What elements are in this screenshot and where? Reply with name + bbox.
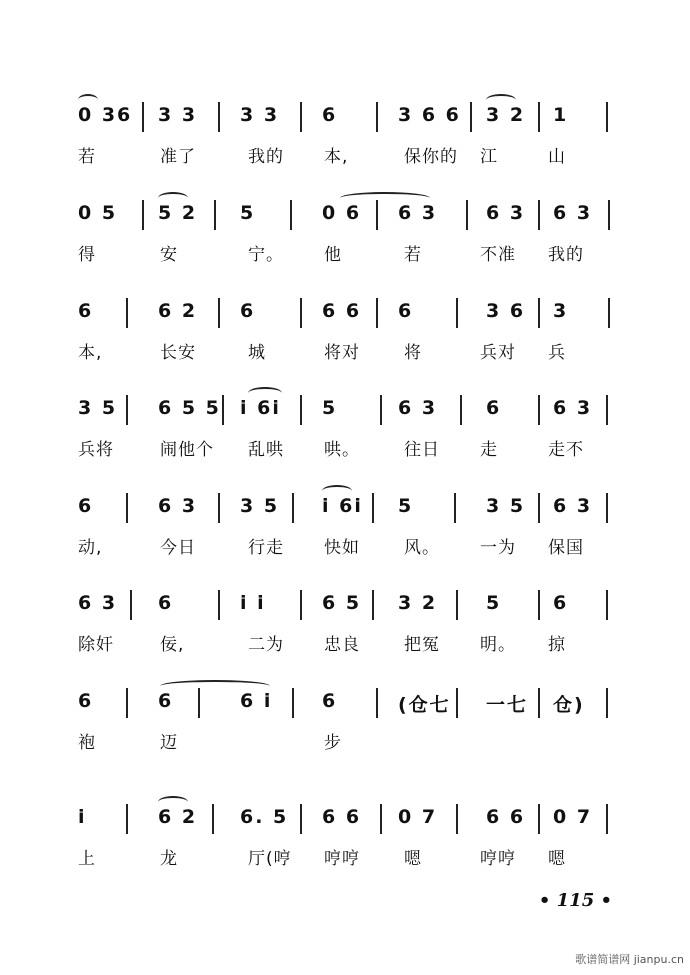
note-group: 6 xyxy=(240,300,256,322)
note-group: 0 5 xyxy=(78,202,118,224)
note-group: 6 2 xyxy=(158,300,198,322)
lyric-syllable: 闹他个 xyxy=(160,440,214,460)
tie-arc xyxy=(158,796,188,808)
barline xyxy=(606,688,608,718)
barline xyxy=(606,395,608,425)
lyric-syllable: 将对 xyxy=(324,343,360,363)
lyric-line xyxy=(0,338,690,378)
lyric-syllable: 快如 xyxy=(324,538,360,558)
barline xyxy=(218,493,220,523)
lyric-syllable: 乱哄 xyxy=(248,440,284,460)
barline xyxy=(608,200,610,230)
note-group: 5 xyxy=(322,397,338,419)
lyric-line xyxy=(0,844,690,884)
note-group: 5 xyxy=(398,495,414,517)
music-system xyxy=(0,491,690,591)
note-group: 3 5 xyxy=(78,397,118,419)
barline xyxy=(130,590,132,620)
note-group: 6 xyxy=(553,592,569,614)
lyric-syllable: 城 xyxy=(248,343,266,363)
notation-line xyxy=(0,100,690,140)
barline xyxy=(126,493,128,523)
lyric-syllable: 我的 xyxy=(248,147,284,167)
lyric-syllable: 风。 xyxy=(404,538,440,558)
tie-arc xyxy=(78,94,98,106)
barline xyxy=(376,102,378,132)
lyric-syllable: 今日 xyxy=(160,538,196,558)
note-group: 3 xyxy=(553,300,569,322)
lyric-syllable: 山 xyxy=(548,147,566,167)
note-group: i 6i xyxy=(240,397,281,419)
note-group: 0 6 xyxy=(322,202,362,224)
note-group: 6 xyxy=(158,592,174,614)
barline xyxy=(380,804,382,834)
barline xyxy=(198,688,200,718)
lyric-syllable: 本, xyxy=(324,147,349,167)
note-group: 1 xyxy=(553,104,569,126)
lyric-syllable: 明。 xyxy=(480,635,516,655)
note-group: 3 5 xyxy=(240,495,280,517)
note-group: 3 6 xyxy=(486,300,526,322)
note-group: 6 xyxy=(158,690,174,712)
lyric-syllable: 迈 xyxy=(160,733,178,753)
note-group: 6 3 xyxy=(398,397,438,419)
barline xyxy=(538,804,540,834)
note-group: 3 5 xyxy=(486,495,526,517)
barline xyxy=(606,804,608,834)
music-system xyxy=(0,588,690,688)
barline xyxy=(380,395,382,425)
note-group: 6 xyxy=(78,300,94,322)
lyric-syllable: 步 xyxy=(324,733,342,753)
barline xyxy=(456,804,458,834)
barline xyxy=(126,804,128,834)
barline xyxy=(460,395,462,425)
lyric-syllable: 保国 xyxy=(548,538,584,558)
note-group: 5 xyxy=(240,202,256,224)
barline xyxy=(300,395,302,425)
lyric-syllable: 把冤 xyxy=(404,635,440,655)
barline xyxy=(538,102,540,132)
barline xyxy=(606,590,608,620)
barline xyxy=(606,493,608,523)
note-group: 3 3 xyxy=(240,104,280,126)
lyric-syllable: 他 xyxy=(324,245,342,265)
note-group: i xyxy=(78,806,87,828)
notation-line xyxy=(0,198,690,238)
lyric-syllable: 安 xyxy=(160,245,178,265)
barline xyxy=(218,102,220,132)
barline xyxy=(372,493,374,523)
barline xyxy=(470,102,472,132)
tie-arc xyxy=(322,485,352,497)
barline xyxy=(300,102,302,132)
note-group: 6 6 xyxy=(322,806,362,828)
barline xyxy=(606,102,608,132)
lyric-syllable: 兵 xyxy=(548,343,566,363)
tie-arc xyxy=(248,387,282,399)
note-group: 6 5 xyxy=(322,592,362,614)
note-group: 6 xyxy=(78,495,94,517)
barline xyxy=(300,298,302,328)
note-group: 6 xyxy=(322,690,338,712)
lyric-syllable: 忠良 xyxy=(324,635,360,655)
lyric-line xyxy=(0,533,690,573)
note-group: 6 xyxy=(486,397,502,419)
note-group: 6 3 xyxy=(398,202,438,224)
lyric-syllable: 若 xyxy=(78,147,96,167)
barline xyxy=(376,200,378,230)
barline xyxy=(126,395,128,425)
lyric-syllable: 厅(哼 xyxy=(248,849,292,869)
note-group: 6 6 xyxy=(322,300,362,322)
notation-line xyxy=(0,296,690,336)
lyric-syllable: 将 xyxy=(404,343,422,363)
lyric-line xyxy=(0,630,690,670)
lyric-syllable: 准了 xyxy=(160,147,196,167)
lyric-syllable: 长安 xyxy=(160,343,196,363)
barline xyxy=(538,493,540,523)
note-group: 6 3 xyxy=(553,495,593,517)
barline xyxy=(142,102,144,132)
lyric-syllable: 二为 xyxy=(248,635,284,655)
note-group: 一七 xyxy=(486,694,529,716)
music-system xyxy=(0,296,690,396)
lyric-syllable: 江 xyxy=(480,147,498,167)
lyric-syllable: 不准 xyxy=(480,245,516,265)
note-group: 6 xyxy=(322,104,338,126)
notation-line xyxy=(0,393,690,433)
lyric-line xyxy=(0,728,690,768)
note-group: 3 2 xyxy=(486,104,526,126)
note-group: 6 3 xyxy=(158,495,198,517)
lyric-syllable: 保你的 xyxy=(404,147,458,167)
note-group: 6 i xyxy=(240,690,273,712)
note-group: 6 xyxy=(398,300,414,322)
lyric-syllable: 掠 xyxy=(548,635,566,655)
tie-arc xyxy=(160,680,270,692)
note-group: 6 3 xyxy=(78,592,118,614)
note-group: 3 2 xyxy=(398,592,438,614)
barline xyxy=(142,200,144,230)
watermark-text: 歌谱简谱网 jianpu.cn xyxy=(575,953,684,966)
barline xyxy=(300,804,302,834)
note-group: 6. 5 xyxy=(240,806,289,828)
barline xyxy=(538,688,540,718)
lyric-syllable: 走不 xyxy=(548,440,584,460)
lyric-syllable: 宁。 xyxy=(248,245,284,265)
note-group: i i xyxy=(240,592,266,614)
note-group: 6 3 xyxy=(486,202,526,224)
lyric-line xyxy=(0,142,690,182)
lyric-syllable: 龙 xyxy=(160,849,178,869)
notation-line xyxy=(0,588,690,628)
barline xyxy=(538,395,540,425)
barline xyxy=(126,298,128,328)
barline xyxy=(292,493,294,523)
lyric-syllable: 哄。 xyxy=(324,440,360,460)
music-system xyxy=(0,100,690,200)
lyric-syllable: 除奸 xyxy=(78,635,114,655)
lyric-syllable: 往日 xyxy=(404,440,440,460)
barline xyxy=(466,200,468,230)
music-system xyxy=(0,802,690,902)
barline xyxy=(376,688,378,718)
lyric-syllable: 兵将 xyxy=(78,440,114,460)
note-group: 5 xyxy=(486,592,502,614)
lyric-syllable: 上 xyxy=(78,849,96,869)
barline xyxy=(456,688,458,718)
lyric-line xyxy=(0,240,690,280)
note-group: 0 7 xyxy=(398,806,438,828)
lyric-syllable: 一为 xyxy=(480,538,516,558)
barline xyxy=(126,688,128,718)
note-group: 6 2 xyxy=(158,806,198,828)
note-group: 仓) xyxy=(553,694,585,716)
note-group: 6 6 xyxy=(486,806,526,828)
barline xyxy=(290,200,292,230)
note-group: 0 7 xyxy=(553,806,593,828)
note-group: 5 2 xyxy=(158,202,198,224)
barline xyxy=(538,590,540,620)
note-group: 0 36 xyxy=(78,104,133,126)
barline xyxy=(212,804,214,834)
music-system xyxy=(0,686,690,786)
lyric-syllable: 本, xyxy=(78,343,103,363)
barline xyxy=(214,200,216,230)
lyric-syllable: 我的 xyxy=(548,245,584,265)
barline xyxy=(454,493,456,523)
lyric-syllable: 兵对 xyxy=(480,343,516,363)
note-group: (仓七 xyxy=(398,694,451,716)
tie-arc xyxy=(486,94,516,106)
lyric-syllable: 得 xyxy=(78,245,96,265)
note-group: 6 xyxy=(78,690,94,712)
lyric-syllable: 行走 xyxy=(248,538,284,558)
lyric-syllable: 袍 xyxy=(78,733,96,753)
note-group: i 6i xyxy=(322,495,363,517)
music-system xyxy=(0,198,690,298)
lyric-syllable: 嗯 xyxy=(404,849,422,869)
tie-arc xyxy=(340,192,430,204)
barline xyxy=(608,298,610,328)
barline xyxy=(300,590,302,620)
lyric-line xyxy=(0,435,690,475)
notation-line xyxy=(0,802,690,842)
barline xyxy=(222,395,224,425)
music-system xyxy=(0,393,690,493)
notation-line xyxy=(0,686,690,726)
barline xyxy=(218,590,220,620)
barline xyxy=(538,298,540,328)
barline xyxy=(218,298,220,328)
notation-line xyxy=(0,491,690,531)
barline xyxy=(292,688,294,718)
tie-arc xyxy=(158,192,188,204)
note-group: 6 3 xyxy=(553,202,593,224)
lyric-syllable: 若 xyxy=(404,245,422,265)
barline xyxy=(376,298,378,328)
note-group: 6 3 xyxy=(553,397,593,419)
barline xyxy=(538,200,540,230)
note-group: 3 3 xyxy=(158,104,198,126)
lyric-syllable: 哼哼 xyxy=(324,849,360,869)
page-number: • 115 • xyxy=(538,890,612,911)
lyric-syllable: 走 xyxy=(480,440,498,460)
note-group: 6 5 5 xyxy=(158,397,221,419)
lyric-syllable: 哼哼 xyxy=(480,849,516,869)
note-group: 3 6 6 xyxy=(398,104,461,126)
lyric-syllable: 佞, xyxy=(160,635,185,655)
lyric-syllable: 嗯 xyxy=(548,849,566,869)
barline xyxy=(456,590,458,620)
lyric-syllable: 动, xyxy=(78,538,103,558)
barline xyxy=(372,590,374,620)
barline xyxy=(456,298,458,328)
